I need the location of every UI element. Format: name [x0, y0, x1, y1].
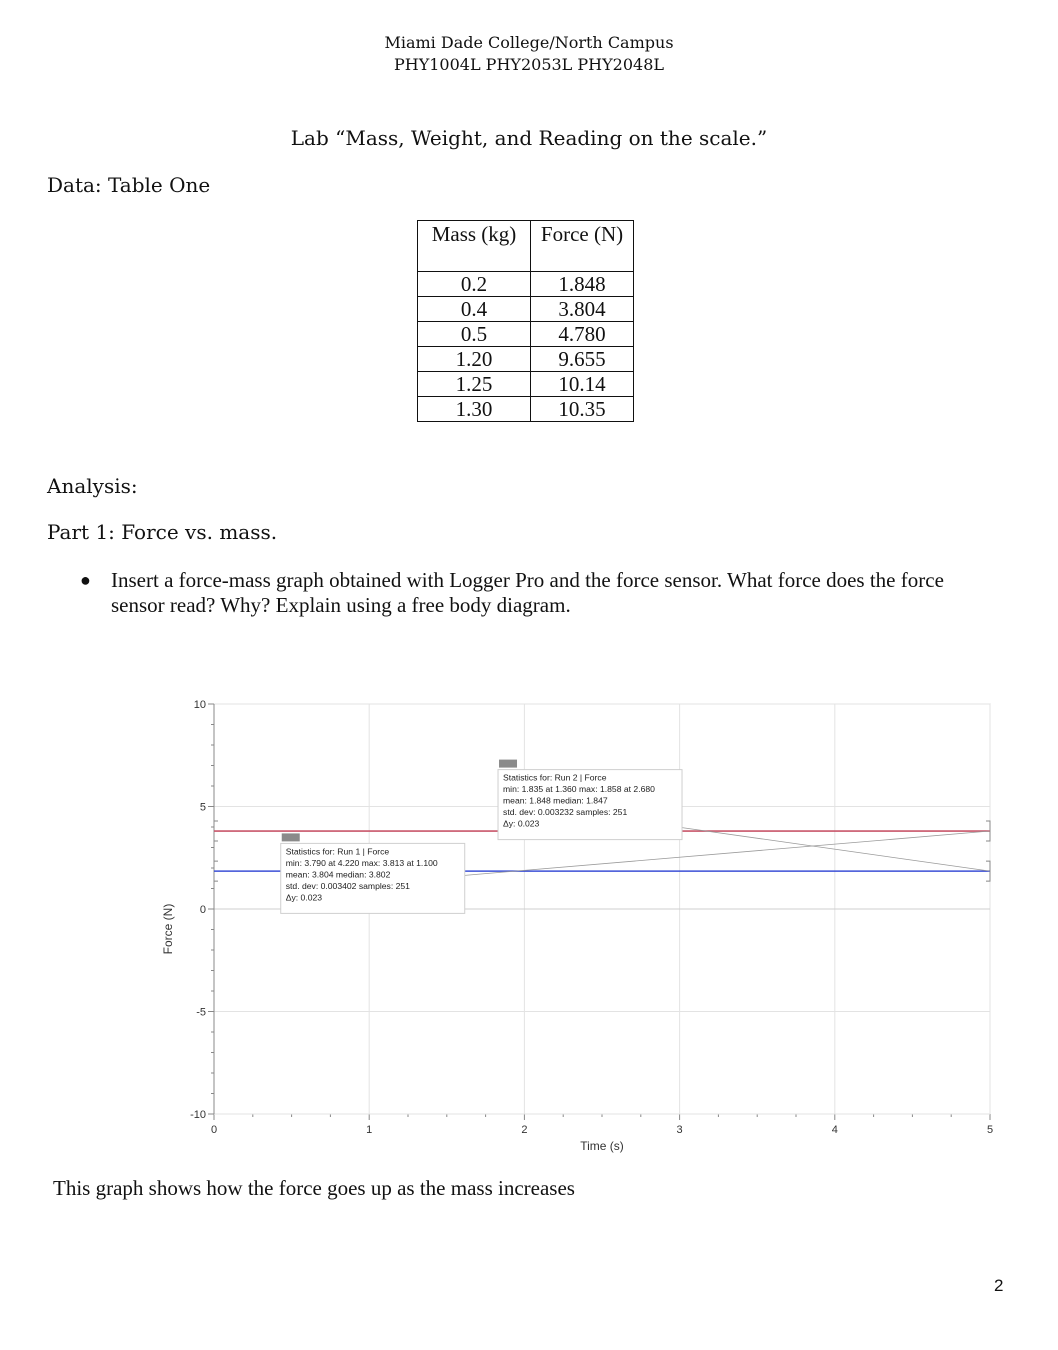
part1-heading: Part 1: Force vs. mass.	[47, 520, 278, 544]
stats-line: Statistics for: Run 2 | Force	[503, 772, 607, 783]
stats-box-handle-icon	[282, 833, 300, 841]
table-cell: 3.804	[531, 297, 634, 322]
data-heading: Data: Table One	[47, 173, 211, 197]
data-table	[417, 220, 634, 422]
x-tick-label: 0	[210, 1124, 218, 1136]
stats-line: mean: 3.804 median: 3.802	[285, 869, 391, 880]
table-cell: 0.4	[418, 297, 531, 322]
table-row	[418, 397, 634, 422]
stats-line: Statistics for: Run 1 | Force	[285, 846, 390, 857]
document-header	[0, 32, 1058, 76]
table-cell: 1.848	[531, 272, 634, 297]
y-tick-label: 5	[199, 801, 206, 814]
graph-caption: This graph shows how the force goes up as the mass increases	[53, 1176, 575, 1200]
table-row	[418, 322, 634, 347]
stats-box-handle-icon	[499, 760, 517, 768]
y-tick-label: 0	[199, 904, 206, 916]
stats-line: std. dev: 0.003402 samples: 251	[285, 880, 410, 891]
table-row	[418, 347, 634, 372]
table-cell: 10.14	[531, 372, 634, 397]
y-tick-label: 10	[193, 699, 206, 711]
table-row	[418, 272, 634, 297]
bullet-text: Insert a force-mass graph obtained with Logger Pro and the force sensor. What force does the force sensor read? Why? Explain using a free body diagram.	[111, 568, 944, 617]
table-cell: 9.655	[531, 347, 634, 372]
table-cell: 0.5	[418, 322, 531, 347]
table-cell: 4.780	[531, 322, 634, 347]
x-tick-label: 4	[831, 1124, 838, 1136]
y-axis-label: Force (N)	[161, 903, 175, 955]
table-row	[418, 372, 634, 397]
header-institution: Miami Dade College/North Campus	[384, 33, 674, 52]
table-cell: 0.2	[418, 272, 531, 297]
stats-line: Δy: 0.023	[285, 892, 323, 903]
x-tick-label: 5	[986, 1124, 994, 1136]
stats-line: min: 1.835 at 1.360 max: 1.858 at 2.680	[503, 784, 655, 795]
table-row	[418, 297, 634, 322]
stats-line: std. dev: 0.003232 samples: 251	[503, 807, 628, 818]
stats-line: Δy: 0.023	[503, 818, 540, 829]
x-tick-label: 3	[676, 1124, 683, 1136]
stats-line: min: 3.790 at 4.220 max: 3.813 at 1.100	[285, 857, 438, 868]
table-header-force: Force (N)	[531, 221, 634, 272]
force-time-chart	[150, 690, 1010, 1170]
x-axis-label: Time (s)	[580, 1139, 624, 1153]
lab-title: Lab “Mass, Weight, and Reading on the scale.”	[290, 126, 768, 150]
table-cell: 1.20	[418, 347, 531, 372]
table-cell: 1.30	[418, 397, 531, 422]
table-header-row	[418, 221, 634, 272]
table-cell: 1.25	[418, 372, 531, 397]
table-cell: 10.35	[531, 397, 634, 422]
header-courses: PHY1004L PHY2053L PHY2048L	[393, 55, 665, 74]
x-tick-label: 2	[521, 1124, 528, 1136]
analysis-heading: Analysis:	[47, 474, 138, 498]
stats-line: mean: 1.848 median: 1.847	[503, 795, 608, 806]
y-tick-label: -5	[196, 1006, 206, 1019]
x-tick-label: 1	[366, 1124, 373, 1136]
bullet-dot-icon: ●	[80, 570, 91, 590]
table-header-mass: Mass (kg)	[418, 221, 531, 272]
y-tick-label: -10	[190, 1109, 206, 1121]
page-number: 2	[994, 1276, 1004, 1295]
